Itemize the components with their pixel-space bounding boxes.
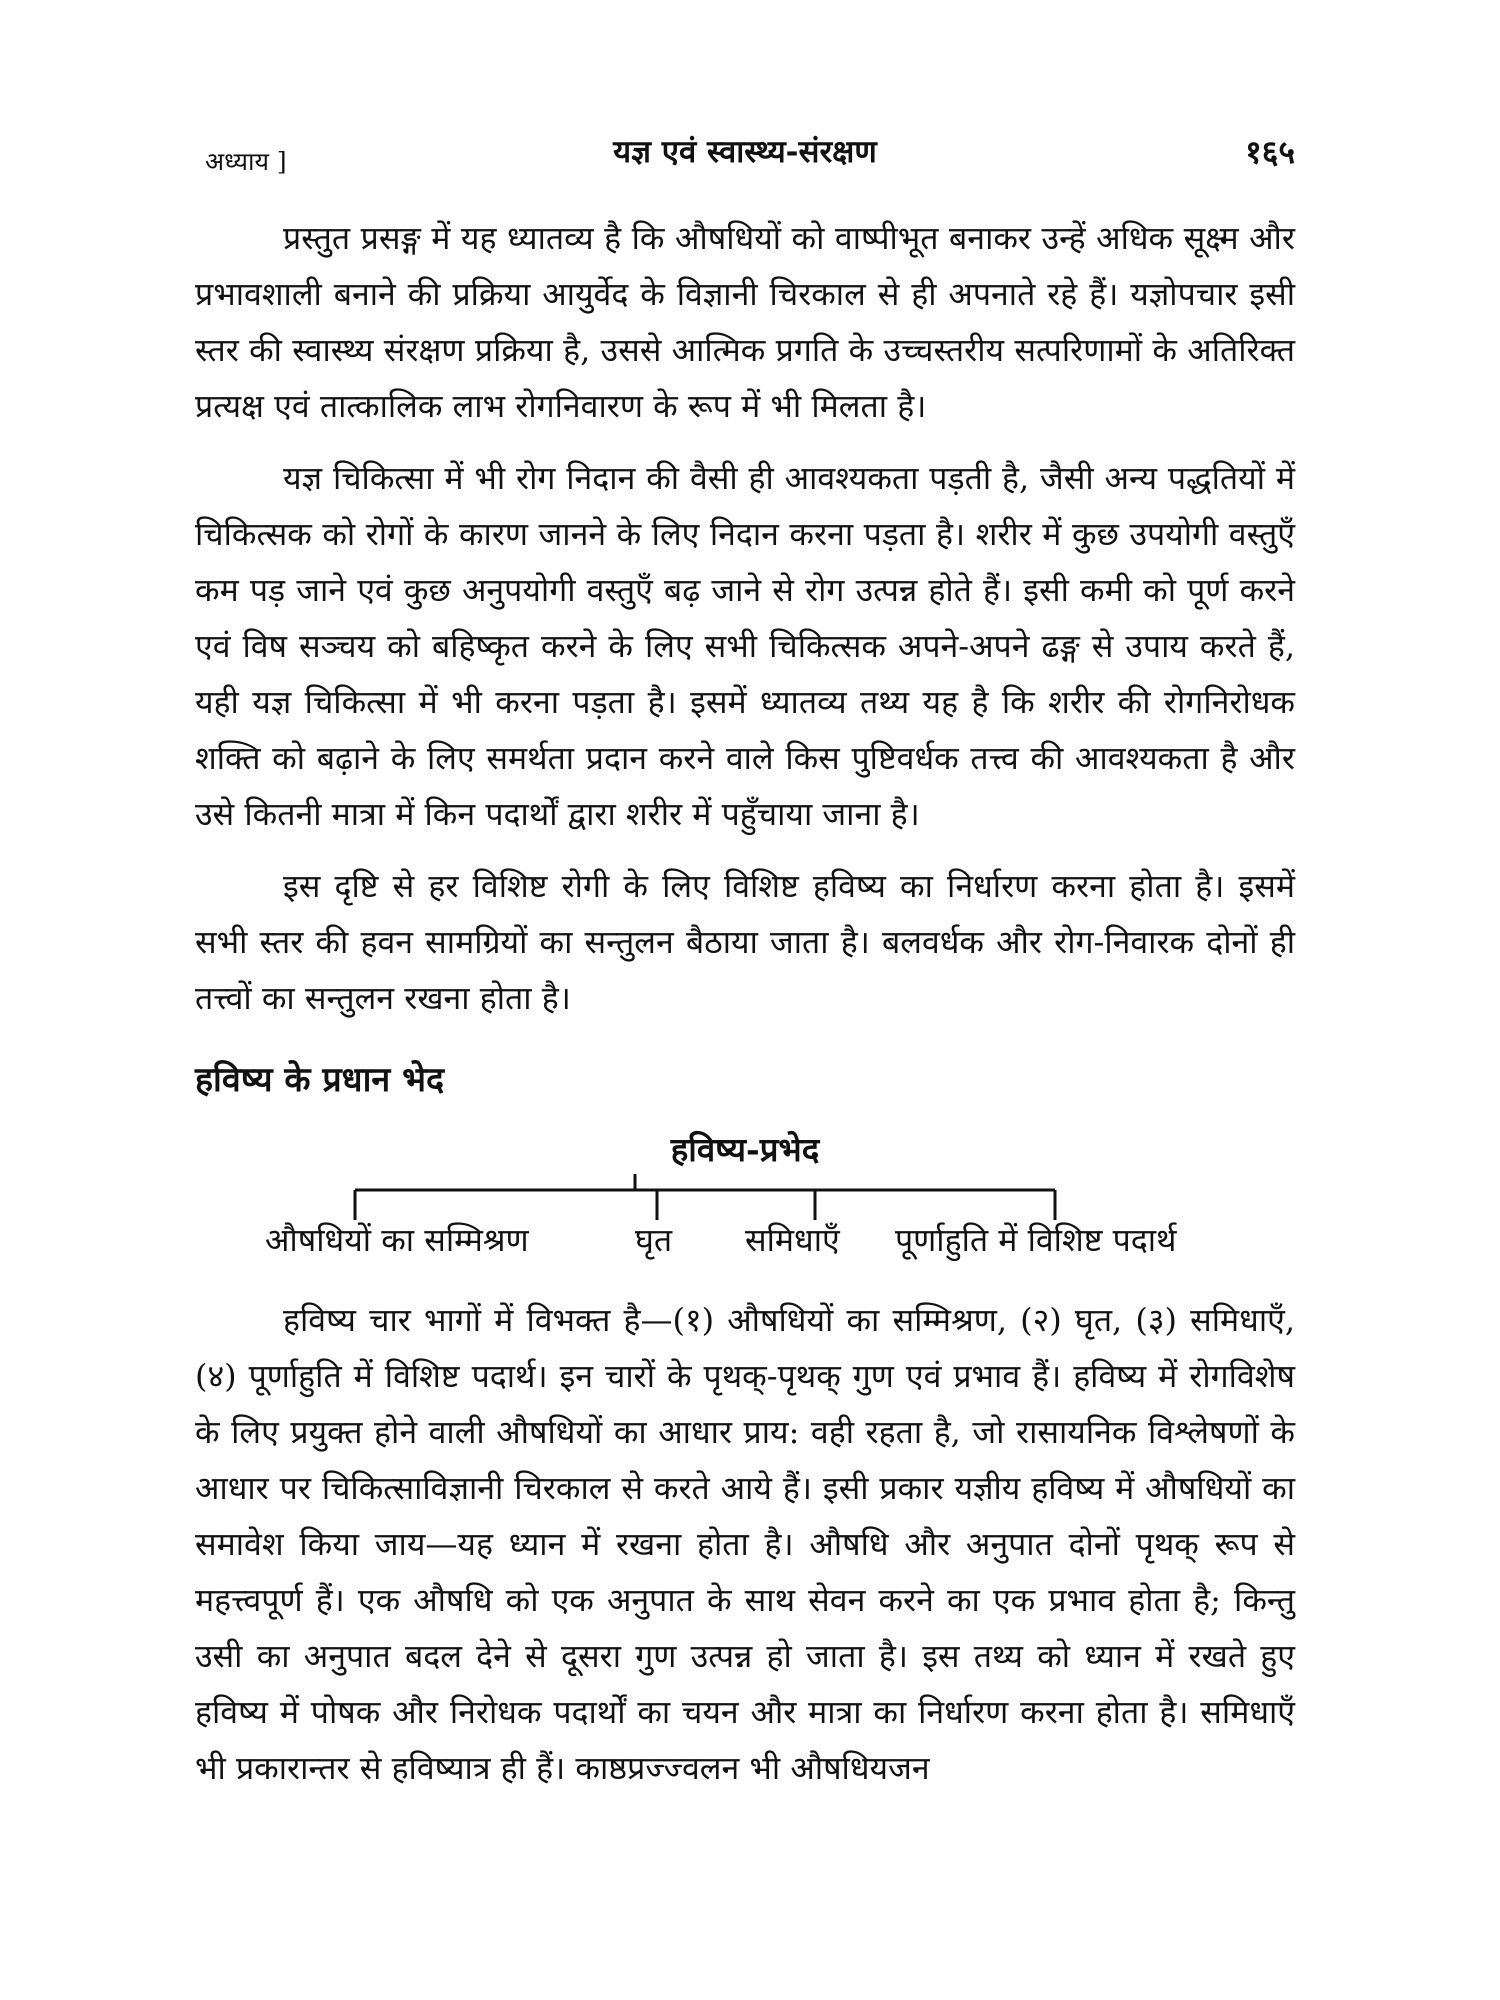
diagram-item-ghee: घृत bbox=[635, 1221, 673, 1259]
diagram-item-herbal-mixture: औषधियों का सम्मिश्रण bbox=[265, 1221, 529, 1259]
chapter-label: अध्याय ] bbox=[205, 147, 287, 176]
paragraph-4: हविष्य चार भागों में विभक्त है—(१) औषधियों का सम्मिश्रण, (२) घृत, (३) समिधाएँ, (४) पूर्णाहुति में विशिष्ट पदार्थ। इन चारों के पृथक्-पृथक् गुण एवं प्रभाव हैं। हविष्य में रोगविशेष के लिए प्रयुक्त होने वाली औषधियों का आधार प्राय: वही रहता है, जो रासायनिक विश्लेषणों के आधार पर चिकित्साविज्ञानी चिरकाल से करते आये हैं। इसी प्रकार यज्ञीय हविष्य में औषधियों का समावेश किया जाय—यह ध्यान में रखना होता है। औषधि और अनुपात दोनों पृथक् रूप से महत्त्वपूर्ण हैं। एक औषधि को एक अनुपात के साथ सेवन करने का एक प्रभाव होता है; किन्तु उसी का अनुपात बदल देने से दूसरा गुण उत्पन्न हो जाता है। इस तथ्य को ध्यान में रखते हुए हविष्य में पोषक और निरोधक पदार्थों का चयन और मात्रा का निर्धारण करना होता है। समिधाएँ भी प्रकारान्तर से हविष्यात्र ही हैं। काष्ठप्रज्ज्वलन भी औषधियजन bbox=[195, 1301, 1295, 1787]
diagram-item-samidha: समिधाएँ bbox=[745, 1221, 840, 1259]
classification-diagram bbox=[195, 1128, 1295, 1278]
diagram-title: हविष्य-प्रभेद bbox=[670, 1130, 820, 1169]
section-heading: हविष्य के प्रधान भेद bbox=[195, 1060, 445, 1100]
body-text bbox=[195, 210, 1295, 1812]
diagram-item-special-substances: पूर्णाहुति में विशिष्ट पदार्थ bbox=[895, 1221, 1177, 1259]
paragraph-2: यज्ञ चिकित्सा में भी रोग निदान की वैसी ही आवश्यकता पड़ती है, जैसी अन्य पद्धतियों में चिकित्सक को रोगों के कारण जानने के लिए निदान करना पड़ता है। शरीर में कुछ उपयोगी वस्तुएँ कम पड़ जाने एवं कुछ अनुपयोगी वस्तुएँ बढ़ जाने से रोग उत्पन्न होते हैं। इसी कमी को पूर्ण करने एवं विष सञ्चय को बहिष्कृत करने के लिए सभी चिकित्सक अपने-अपने ढङ्ग से उपाय करते हैं, यही यज्ञ चिकित्सा में भी करना पड़ता है। इसमें ध्यातव्य तथ्य यह है कि शरीर की रोगनिरोधक शक्ति को बढ़ाने के लिए समर्थता प्रदान करने वाले किस पुष्टिवर्धक तत्त्व की आवश्यकता है और उसे कितनी मात्रा में किन पदार्थों द्वारा शरीर में पहुँचाया जाना है। bbox=[195, 459, 1295, 833]
paragraph-3: इस दृष्टि से हर विशिष्ट रोगी के लिए विशिष्ट हविष्य का निर्धारण करना होता है। इसमें सभी स्तर की हवन सामग्रियों का सन्तुलन बैठाया जाता है। बलवर्धक और रोग-निवारक दोनों ही तत्त्वों का सन्तुलन रखना होता है। bbox=[195, 867, 1295, 1017]
running-head bbox=[195, 126, 1295, 176]
page-number: १६५ bbox=[1245, 133, 1295, 171]
page-title: यज्ञ एवं स्वास्थ्य-संरक्षण bbox=[613, 134, 877, 170]
paragraph-1: प्रस्तुत प्रसङ्ग में यह ध्यातव्य है कि औषधियों को वाष्पीभूत बनाकर उन्हें अधिक सूक्ष्म और प्रभावशाली बनाने की प्रक्रिया आयुर्वेद के विज्ञानी चिरकाल से ही अपनाते रहे हैं। यज्ञोपचार इसी स्तर की स्वास्थ्य संरक्षण प्रक्रिया है, उससे आत्मिक प्रगति के उच्चस्तरीय सत्परिणामों के अतिरिक्त प्रत्यक्ष एवं तात्कालिक लाभ रोगनिवारण के रूप में भी मिलता है। bbox=[195, 219, 1295, 425]
